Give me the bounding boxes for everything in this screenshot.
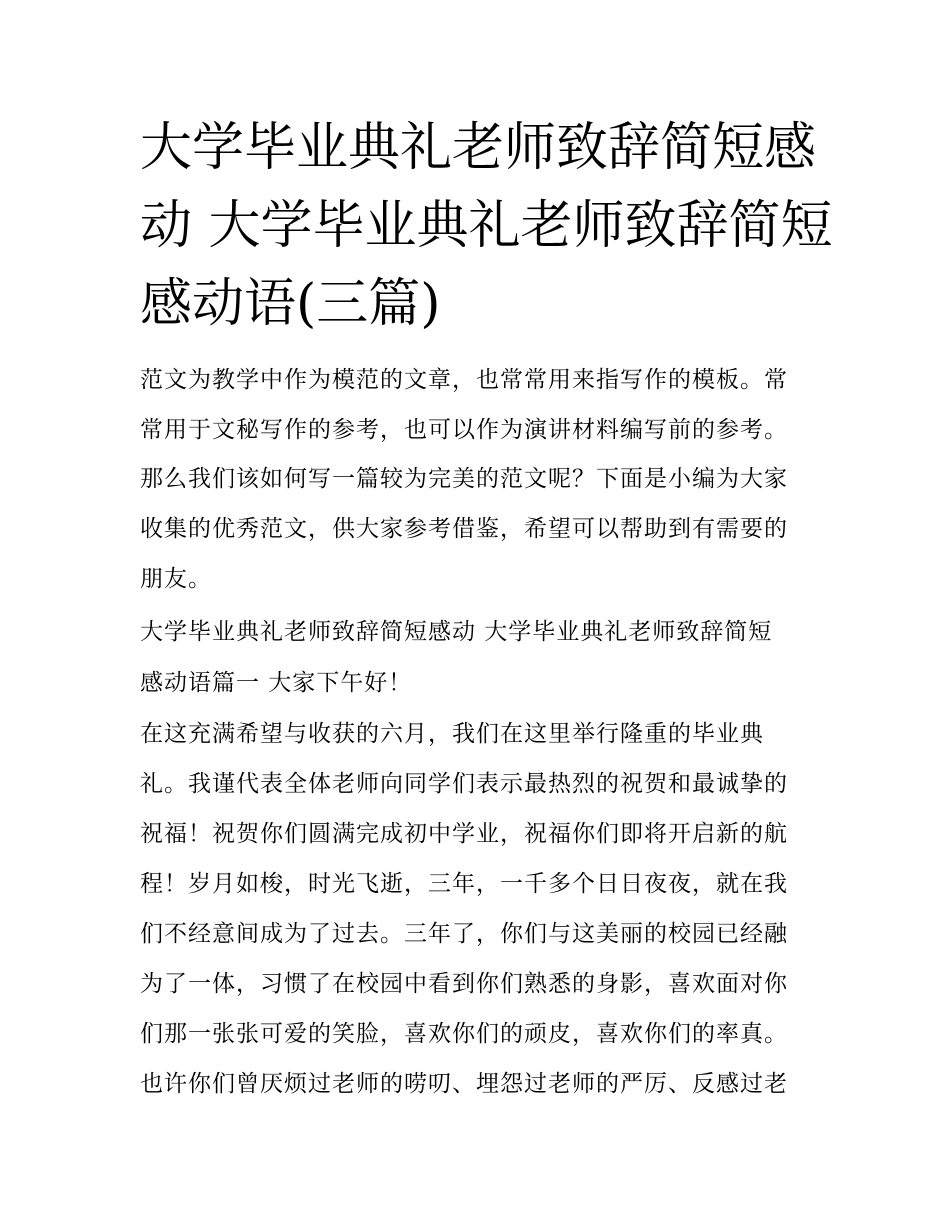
body-line: 们那一张张可爱的笑脸，喜欢你们的顽皮，喜欢你们的率真。: [140, 1021, 788, 1047]
body-line: 们不经意间成为了过去。三年了，你们与这美丽的校园已经融: [140, 921, 788, 947]
body-line: 朋友。: [140, 566, 212, 592]
document-title-line-1: 大学毕业典礼老师致辞简短感: [140, 118, 817, 178]
document-title-line-3: 感动语(三篇): [140, 274, 441, 334]
body-line: 礼。我谨代表全体老师向同学们表示最热烈的祝贺和最诚挚的: [140, 771, 788, 797]
body-line: 那么我们该如何写一篇较为完美的范文呢？下面是小编为大家: [140, 466, 788, 492]
body-line: 收集的优秀范文，供大家参考借鉴，希望可以帮助到有需要的: [140, 516, 788, 542]
body-line: 常用于文秘写作的参考，也可以作为演讲材料编写前的参考。: [140, 417, 788, 443]
body-line: 也许你们曾厌烦过老师的唠叨、埋怨过老师的严厉、反感过老: [140, 1071, 788, 1097]
body-line: 程！岁月如梭，时光飞逝，三年，一千多个日日夜夜，就在我: [140, 871, 788, 897]
body-line: 大学毕业典礼老师致辞简短感动 大学毕业典礼老师致辞简短: [140, 619, 773, 645]
document-title-line-2: 动 大学毕业典礼老师致辞简短: [140, 196, 833, 256]
body-line: 范文为教学中作为模范的文章，也常常用来指写作的模板。常: [140, 367, 788, 393]
body-line: 在这充满希望与收获的六月，我们在这里举行隆重的毕业典: [140, 721, 764, 747]
body-line: 祝福！祝贺你们圆满完成初中学业，祝福你们即将开启新的航: [140, 821, 788, 847]
body-line: 感动语篇一 大家下午好！: [140, 670, 413, 696]
body-line: 为了一体，习惯了在校园中看到你们熟悉的身影，喜欢面对你: [140, 971, 788, 997]
